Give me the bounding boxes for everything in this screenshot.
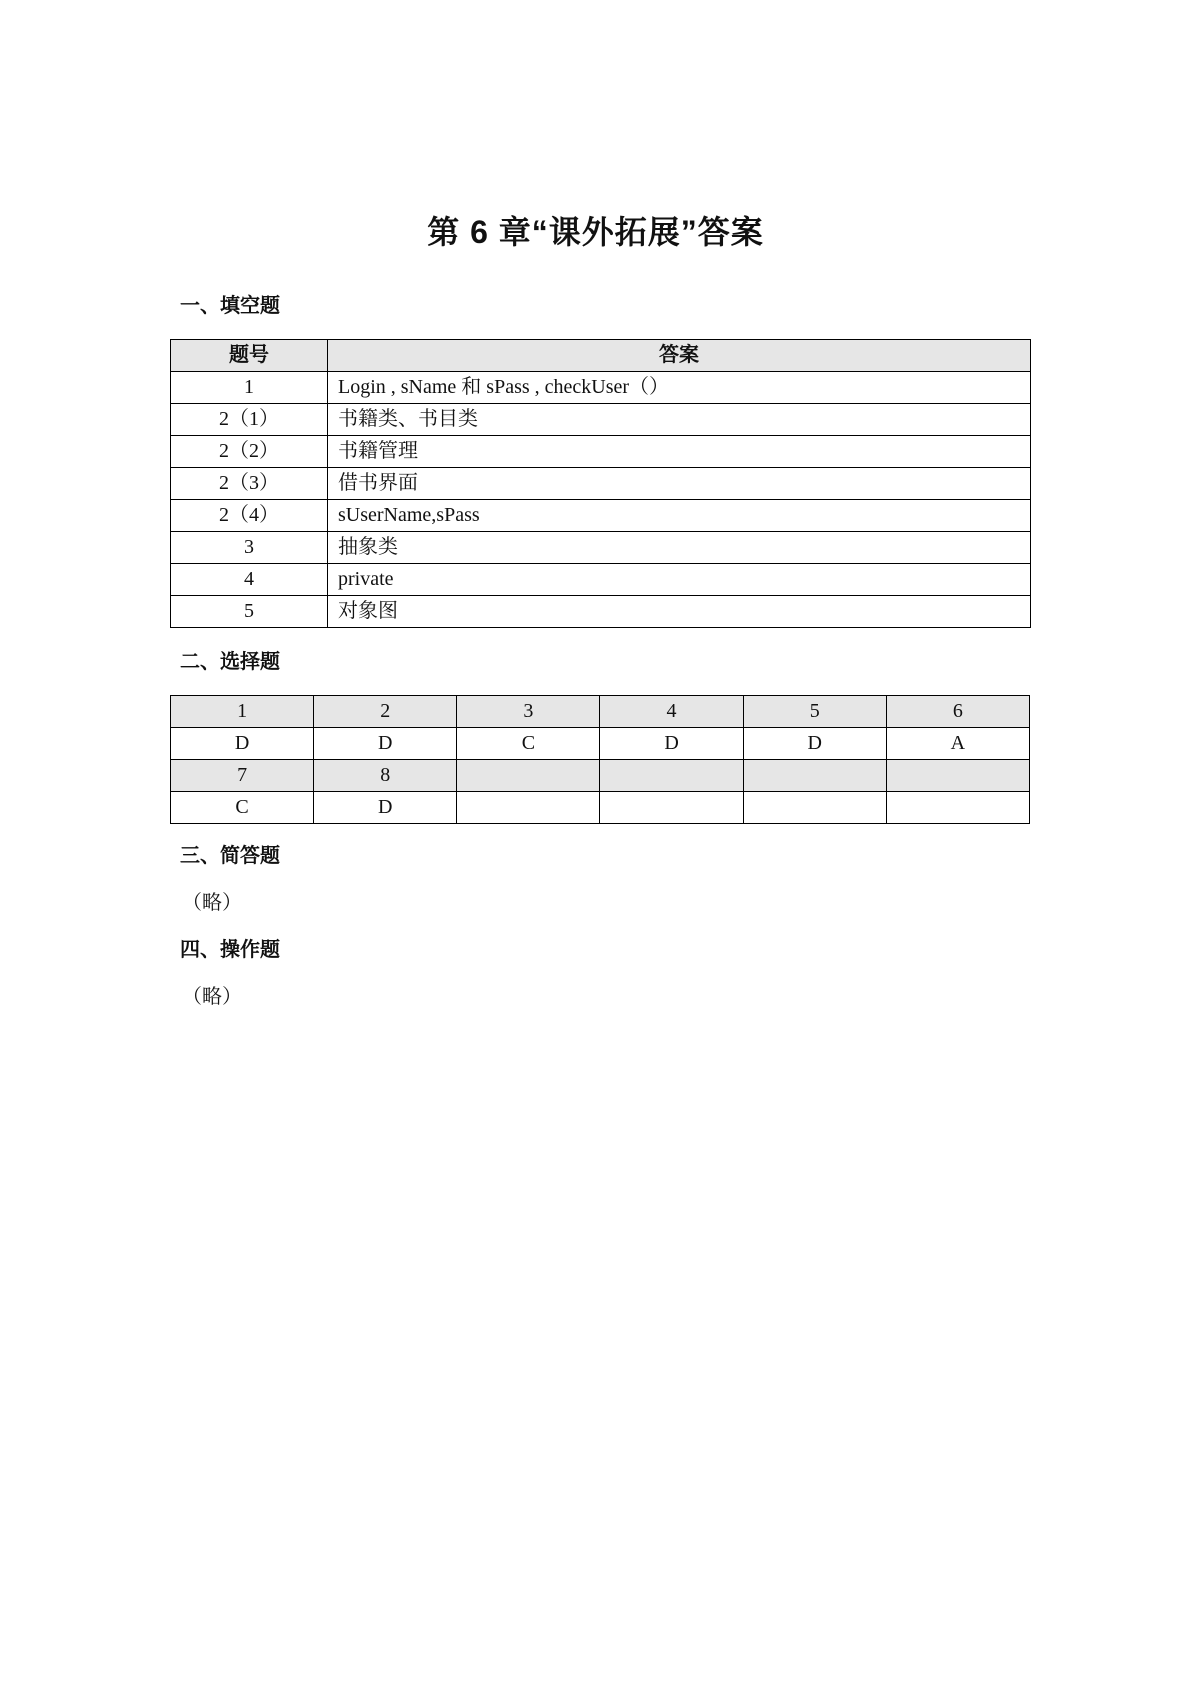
question-number-row: [171, 760, 1030, 792]
section-heading-choice: 二、选择题: [180, 651, 280, 673]
question-number: 8: [314, 760, 457, 792]
question-number: [600, 760, 743, 792]
answer-cell: 对象图: [328, 596, 1031, 628]
answer-cell: [600, 792, 743, 824]
short-answer-body: （略）: [182, 892, 242, 914]
answer-cell: C: [457, 728, 600, 760]
question-number: 2: [314, 696, 457, 728]
question-number: 1: [171, 372, 328, 404]
question-number: 2（4）: [171, 500, 328, 532]
question-number: 2（3）: [171, 468, 328, 500]
answer-cell: C: [171, 792, 314, 824]
section-heading-short-answer: 三、简答题: [180, 845, 280, 867]
question-number: 3: [171, 532, 328, 564]
answer-cell: [743, 792, 886, 824]
question-number: 4: [171, 564, 328, 596]
question-number: [743, 760, 886, 792]
answer-cell: D: [600, 728, 743, 760]
fill-blank-table: [170, 339, 1031, 628]
answer-row: [171, 792, 1030, 824]
section-heading-operation: 四、操作题: [180, 939, 280, 961]
answer-cell: 抽象类: [328, 532, 1031, 564]
table-row: [171, 404, 1031, 436]
answer-cell: D: [743, 728, 886, 760]
question-number: [886, 760, 1029, 792]
question-number: 4: [600, 696, 743, 728]
choice-table: [170, 695, 1030, 824]
table-row: [171, 500, 1031, 532]
answer-cell: 借书界面: [328, 468, 1031, 500]
operation-body: （略）: [182, 986, 242, 1008]
answer-cell: 书籍类、书目类: [328, 404, 1031, 436]
answer-cell: 书籍管理: [328, 436, 1031, 468]
question-number: 6: [886, 696, 1029, 728]
section-heading-fill-blank: 一、填空题: [180, 295, 280, 317]
column-header-number: 题号: [171, 340, 328, 372]
question-number: 2（1）: [171, 404, 328, 436]
answer-cell: private: [328, 564, 1031, 596]
answer-cell: D: [314, 728, 457, 760]
page-title: 第 6 章“课外拓展”答案: [427, 214, 764, 250]
table-row: [171, 436, 1031, 468]
question-number-row: [171, 696, 1030, 728]
table-row: [171, 532, 1031, 564]
answer-cell: D: [171, 728, 314, 760]
table-row: [171, 468, 1031, 500]
answer-cell: [886, 792, 1029, 824]
answer-cell: D: [314, 792, 457, 824]
table-header-row: [171, 340, 1031, 372]
column-header-answer: 答案: [328, 340, 1031, 372]
answer-row: [171, 728, 1030, 760]
question-number: 1: [171, 696, 314, 728]
answer-cell: sUserName,sPass: [328, 500, 1031, 532]
question-number: 5: [171, 596, 328, 628]
answer-cell: [457, 792, 600, 824]
question-number: 7: [171, 760, 314, 792]
table-row: [171, 596, 1031, 628]
question-number: [457, 760, 600, 792]
table-row: [171, 564, 1031, 596]
question-number: 5: [743, 696, 886, 728]
answer-cell: A: [886, 728, 1029, 760]
answer-cell: Login , sName 和 sPass , checkUser（）: [328, 372, 1031, 404]
table-row: [171, 372, 1031, 404]
question-number: 3: [457, 696, 600, 728]
question-number: 2（2）: [171, 436, 328, 468]
